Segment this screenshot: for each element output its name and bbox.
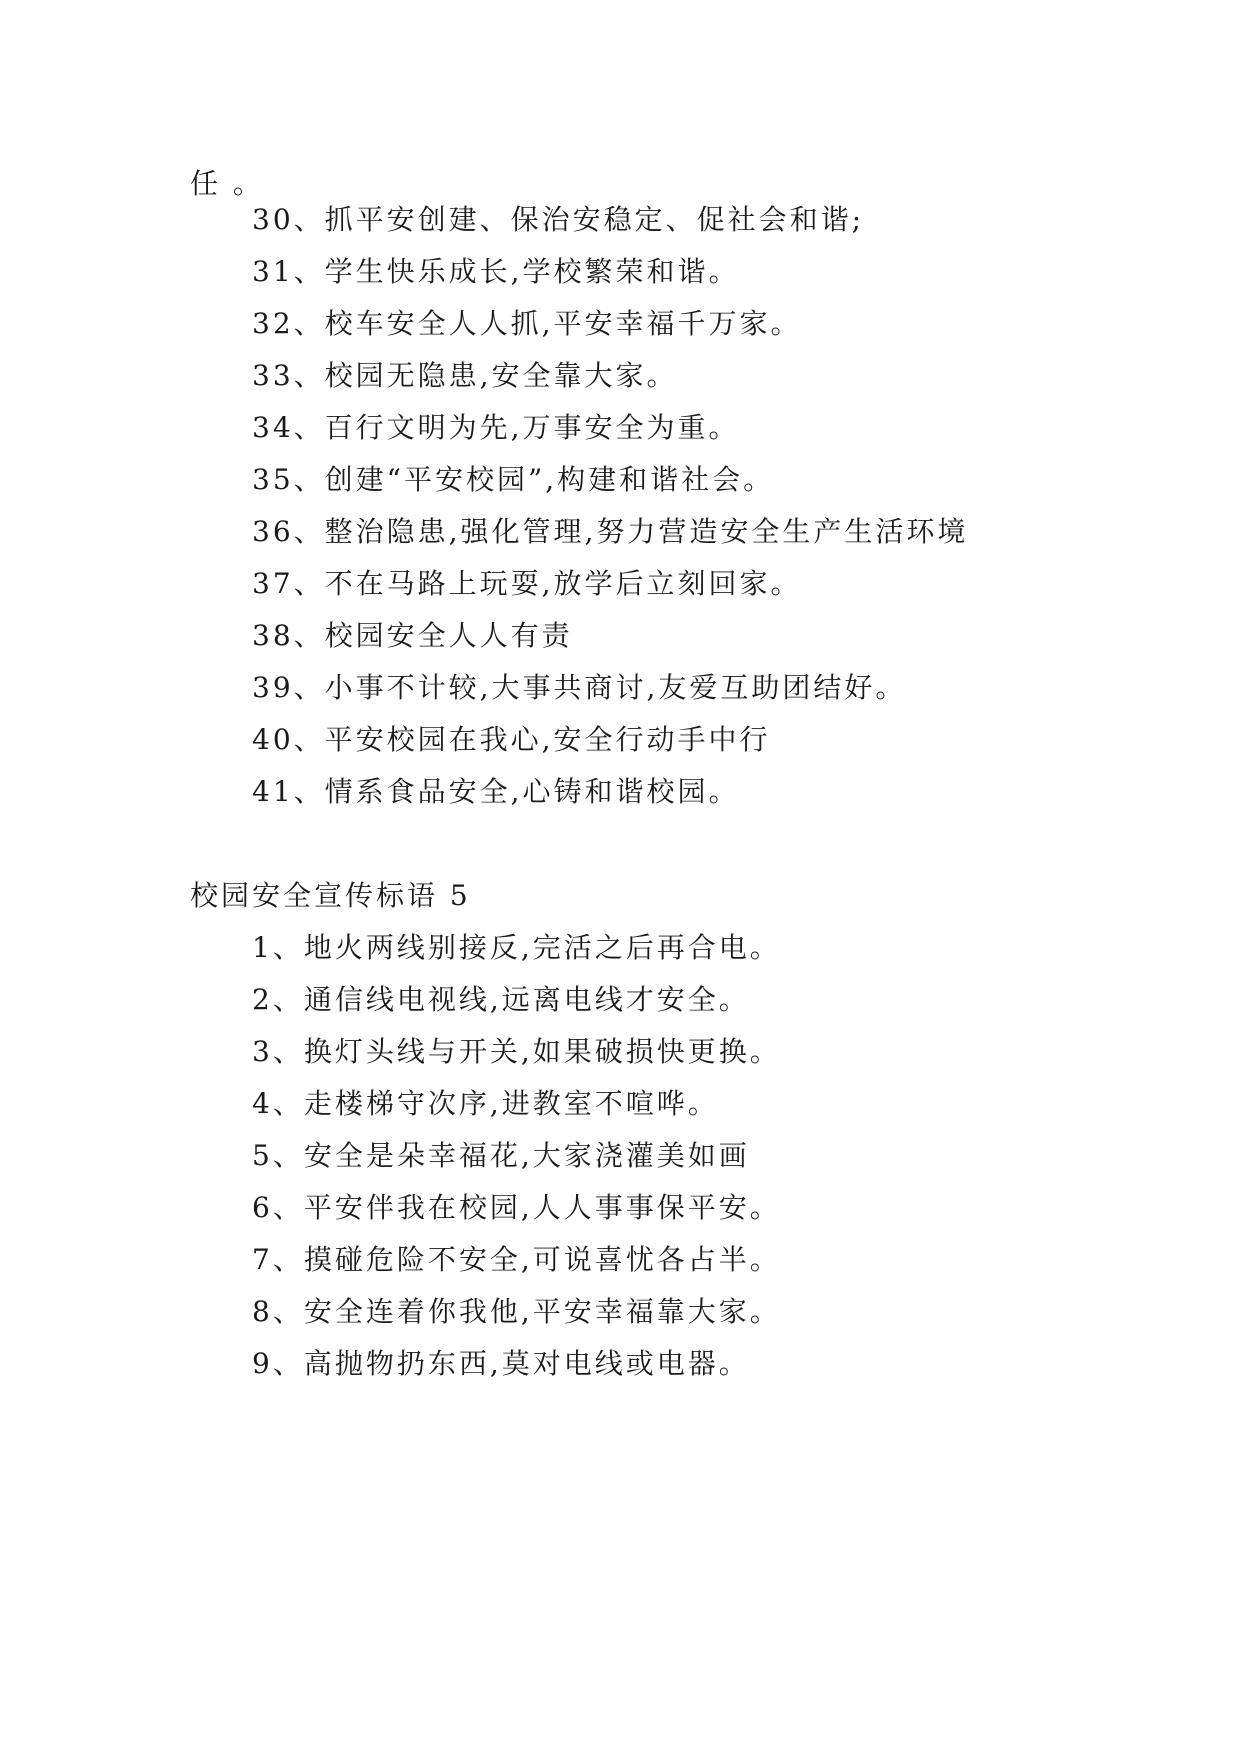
list-item: 31、学生快乐成长,学校繁荣和谐。 bbox=[252, 255, 740, 288]
list-item: 35、创建“平安校园”,构建和谐社会。 bbox=[252, 463, 775, 496]
list-item: 6、平安伴我在校园,人人事事保平安。 bbox=[252, 1191, 781, 1224]
list-item: 41、情系食品安全,心铸和谐校园。 bbox=[252, 775, 740, 808]
list-item: 3、换灯头线与开关,如果破损快更换。 bbox=[252, 1035, 781, 1068]
list-item: 9、高抛物扔东西,莫对电线或电器。 bbox=[252, 1347, 750, 1380]
list-item: 39、小事不计较,大事共商讨,友爱互助团结好。 bbox=[252, 671, 907, 704]
list-item: 30、抓平安创建、保治安稳定、促社会和谐; bbox=[252, 203, 865, 236]
list-item: 40、平安校园在我心,安全行动手中行 bbox=[252, 723, 771, 756]
continuation-text: 任 。 bbox=[190, 167, 264, 200]
list-item: 36、整治隐患,强化管理,努力营造安全生产生活环境 bbox=[252, 515, 969, 548]
list-item: 7、摸碰危险不安全,可说喜忧各占半。 bbox=[252, 1243, 781, 1276]
list-item: 37、不在马路上玩耍,放学后立刻回家。 bbox=[252, 567, 802, 600]
list-item: 5、安全是朵幸福花,大家浇灌美如画 bbox=[252, 1139, 750, 1172]
list-item: 34、百行文明为先,万事安全为重。 bbox=[252, 411, 740, 444]
list-item: 8、安全连着你我他,平安幸福靠大家。 bbox=[252, 1295, 781, 1328]
list-item: 38、校园安全人人有责 bbox=[252, 619, 573, 652]
list-item: 1、地火两线别接反,完活之后再合电。 bbox=[252, 931, 781, 964]
list-item: 32、校车安全人人抓,平安幸福千万家。 bbox=[252, 307, 802, 340]
section-heading: 校园安全宣传标语 5 bbox=[190, 879, 471, 912]
list-item: 4、走楼梯守次序,进教室不喧哗。 bbox=[252, 1087, 719, 1120]
list-item: 33、校园无隐患,安全靠大家。 bbox=[252, 359, 678, 392]
list-item: 2、通信线电视线,远离电线才安全。 bbox=[252, 983, 750, 1016]
